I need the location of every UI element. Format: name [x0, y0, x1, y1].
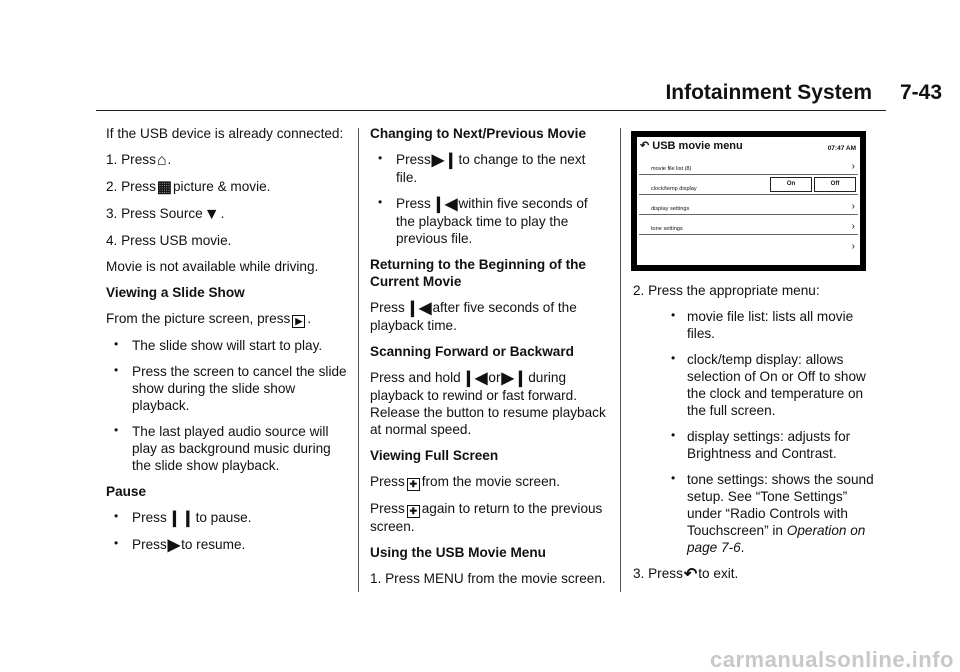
usb-movie-menu-screenshot: [631, 131, 866, 271]
step-4: 4. Press USB movie.: [106, 233, 232, 248]
play-icon: ▶: [167, 537, 181, 554]
chevron-right-icon: ›: [851, 201, 855, 212]
prev-bullet: • Press❙◀within five seconds of the playback time to play the previous file.: [370, 195, 610, 247]
scan-text: Press and hold❙◀or▶❙during playback to rewind or fast forward. Release the button to resume playback at normal speed.: [370, 370, 606, 437]
step-2: 2. Press▦picture & movie.: [106, 179, 271, 196]
column-divider: [620, 128, 621, 592]
on-button: On: [770, 177, 812, 192]
pause-bullet-2: • Press▶to resume.: [106, 536, 348, 554]
page-reference: Operation on page 7-6: [687, 523, 866, 555]
screen-title: ↶ USB movie menu: [640, 140, 743, 152]
slideshow-heading: Viewing a Slide Show: [106, 285, 245, 300]
slideshow-bullet-2: • Press the screen to cancel the slide show during the slide show playback.: [106, 363, 348, 414]
scan-heading: Scanning Forward or Backward: [370, 344, 574, 359]
picture-movie-icon: ▦: [156, 179, 172, 196]
beginning-heading: Returning to the Beginning of the Current Movie: [370, 257, 586, 289]
column-1: [106, 125, 348, 563]
pause-icon: ❙❙: [167, 510, 195, 527]
home-icon: ⌂: [156, 152, 167, 169]
next-track-icon: ▶❙: [431, 152, 458, 169]
menu-row-movie-file-list: movie file list (8) ›: [639, 155, 858, 175]
prev-track-icon: ❙◀: [431, 196, 458, 213]
next-prev-heading: Changing to Next/Previous Movie: [370, 126, 587, 141]
menu-bullet-tone-settings: • tone settings: shows the sound setup. See “Tone Settings” under “Radio Controls with Touchscreen” in Operation on page 7-6.: [633, 471, 875, 556]
page-header: [0, 80, 960, 106]
off-button: Off: [814, 177, 856, 192]
page-number: 7-43: [899, 81, 942, 104]
step-3: 3. Press Source▼.: [106, 206, 225, 223]
step-3-exit: 3. Press↶to exit.: [633, 566, 739, 583]
chevron-right-icon: ›: [851, 241, 855, 252]
menu-row-tone-settings: tone settings ›: [639, 215, 858, 235]
slideshow-icon: ▶: [292, 315, 305, 328]
step-1: 1. Press⌂.: [106, 152, 172, 169]
pause-bullet-1: • Press❙❙to pause.: [106, 509, 348, 527]
menu-row-clock-temp: clock/temp display On Off: [639, 175, 858, 195]
menu-bullet-clock-temp: • clock/temp display: allows selection of On or Off to show the clock and temperature on the full screen.: [633, 351, 875, 419]
next-track-icon: ▶❙: [501, 370, 528, 387]
prev-track-icon: ❙◀: [405, 300, 432, 317]
column-2: [370, 125, 610, 596]
menu-heading: Using the USB Movie Menu: [370, 545, 546, 560]
beginning-text: Press❙◀after five seconds of the playback time.: [370, 300, 577, 333]
chevron-right-icon: ›: [851, 161, 855, 172]
fullscreen-text-2: Press ✚ again to return to the previous screen.: [370, 501, 603, 534]
fullscreen-heading: Viewing Full Screen: [370, 448, 499, 463]
watermark: carmanualsonline.info: [710, 647, 954, 672]
menu-bullet-movie-file-list: • movie file list: lists all movie files.: [633, 308, 875, 342]
driving-note: Movie is not available while driving.: [106, 259, 319, 274]
slideshow-bullet-1: • The slide show will start to play.: [106, 337, 348, 354]
menu-row-display-settings: display settings ›: [639, 195, 858, 215]
column-divider: [358, 128, 359, 592]
pause-heading: Pause: [106, 484, 147, 499]
fullscreen-text-1: Press ✚ from the movie screen.: [370, 474, 561, 489]
section-title: Infotainment System: [665, 81, 872, 104]
fullscreen-icon: ✚: [407, 478, 420, 491]
source-down-arrow-icon: ▼: [203, 206, 220, 223]
menu-bullet-display-settings: • display settings: adjusts for Brightness and Contrast.: [633, 428, 875, 462]
back-arrow-icon: ↶: [640, 140, 650, 152]
step-2-menu: 2. Press the appropriate menu:: [633, 283, 820, 298]
screen-clock: 07:47 AM: [827, 145, 856, 152]
prev-track-icon: ❙◀: [461, 370, 488, 387]
slideshow-intro: From the picture screen, press ▶ .: [106, 311, 312, 326]
column-3: [633, 282, 875, 592]
slideshow-bullet-3: • The last played audio source will play as background music during the slide show playback.: [106, 423, 348, 474]
intro-text: If the USB device is already connected:: [106, 126, 344, 141]
back-arrow-icon: ↶: [683, 566, 698, 583]
menu-row-empty: [639, 235, 858, 254]
header-rule: [96, 110, 886, 111]
chevron-right-icon: ›: [851, 221, 855, 232]
next-bullet: • Press▶❙to change to the next file.: [370, 151, 610, 186]
fullscreen-icon: ✚: [407, 505, 420, 518]
menu-step-1: 1. Press MENU from the movie screen.: [370, 571, 606, 586]
